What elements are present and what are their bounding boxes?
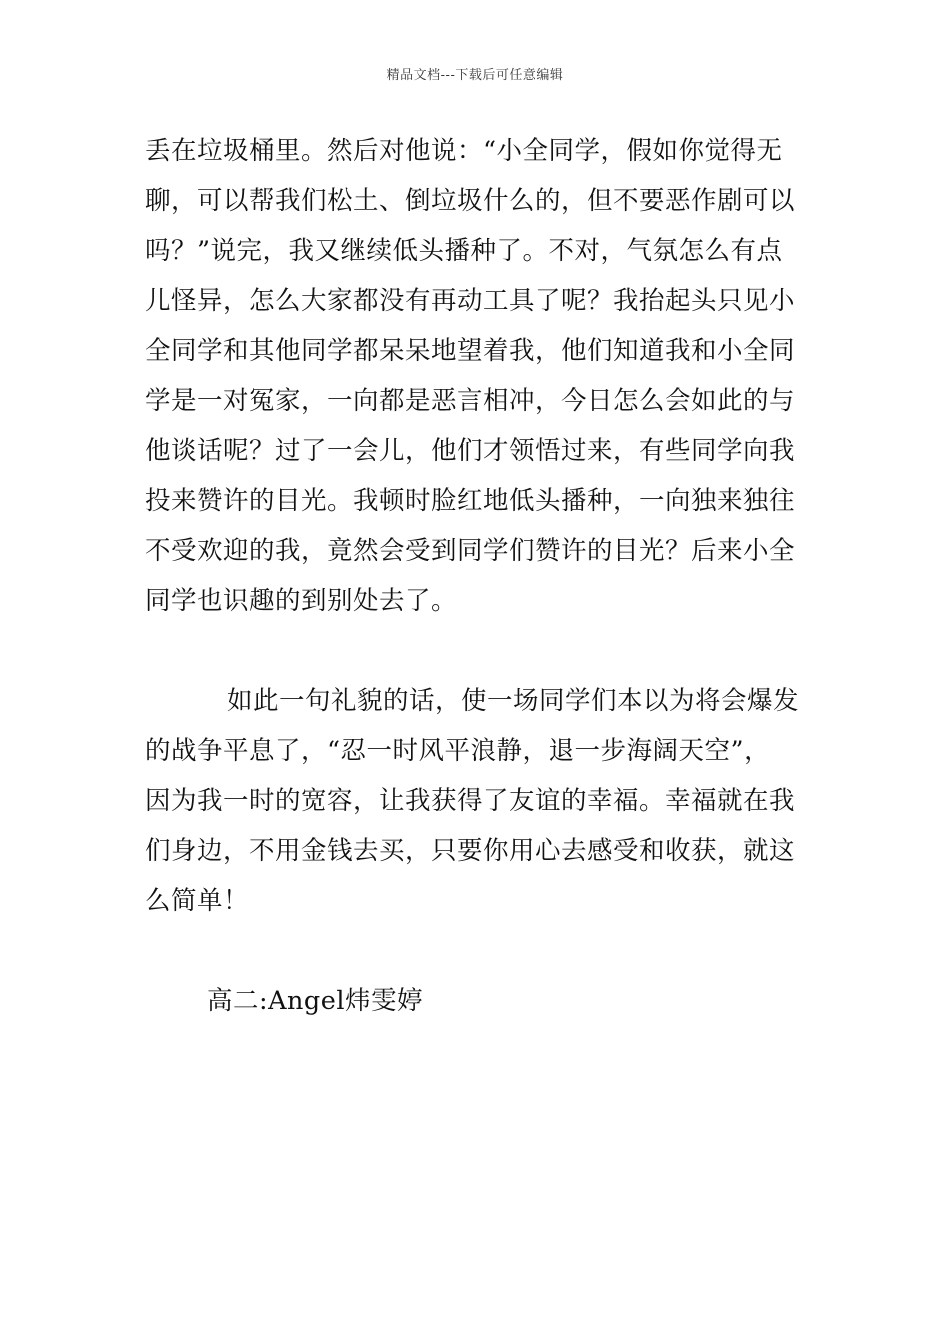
paragraph-gap bbox=[145, 626, 809, 676]
text-line: 投来赞许的目光。我顿时脸红地低头播种，一向独来独往 bbox=[145, 486, 796, 516]
text-line: 如此一句礼貌的话，使一场同学们本以为将会爆发 bbox=[227, 686, 800, 716]
text-line: 学是一对冤家，一向都是恶言相冲，今日怎么会如此的与 bbox=[145, 386, 796, 416]
text-line: 的战争平息了，“忍一时风平浪静，退一步海阔天空”， bbox=[145, 736, 771, 766]
text-line: 么简单！ bbox=[145, 886, 250, 916]
text-line: 吗？”说完，我又继续低头播种了。不对，气氛怎么有点 bbox=[145, 236, 783, 266]
paragraph-2 bbox=[145, 676, 809, 926]
author-signature: 高二:Angel炜雯婷 bbox=[207, 986, 423, 1016]
document-body bbox=[145, 126, 809, 1026]
paragraph-gap bbox=[145, 926, 809, 976]
text-line: 因为我一时的宽容，让我获得了友谊的幸福。幸福就在我 bbox=[145, 786, 796, 816]
text-line: 儿怪异，怎么大家都没有再动工具了呢？我抬起头只见小 bbox=[145, 286, 796, 316]
text-line: 不受欢迎的我，竟然会受到同学们赞许的目光？后来小全 bbox=[145, 536, 796, 566]
paragraph-1 bbox=[145, 126, 809, 626]
page-header: 精品文档---下载后可任意编辑 bbox=[386, 68, 564, 83]
text-line: 全同学和其他同学都呆呆地望着我，他们知道我和小全同 bbox=[145, 336, 796, 366]
text-line: 们身边，不用金钱去买，只要你用心去感受和收获，就这 bbox=[145, 836, 796, 866]
text-line: 同学也识趣的到别处去了。 bbox=[145, 586, 458, 616]
text-line: 聊，可以帮我们松土、倒垃圾什么的，但不要恶作剧可以 bbox=[145, 186, 796, 216]
text-line: 丢在垃圾桶里。然后对他说：“小全同学，假如你觉得无 bbox=[145, 136, 783, 166]
text-line: 他谈话呢？过了一会儿，他们才领悟过来，有些同学向我 bbox=[145, 436, 796, 466]
